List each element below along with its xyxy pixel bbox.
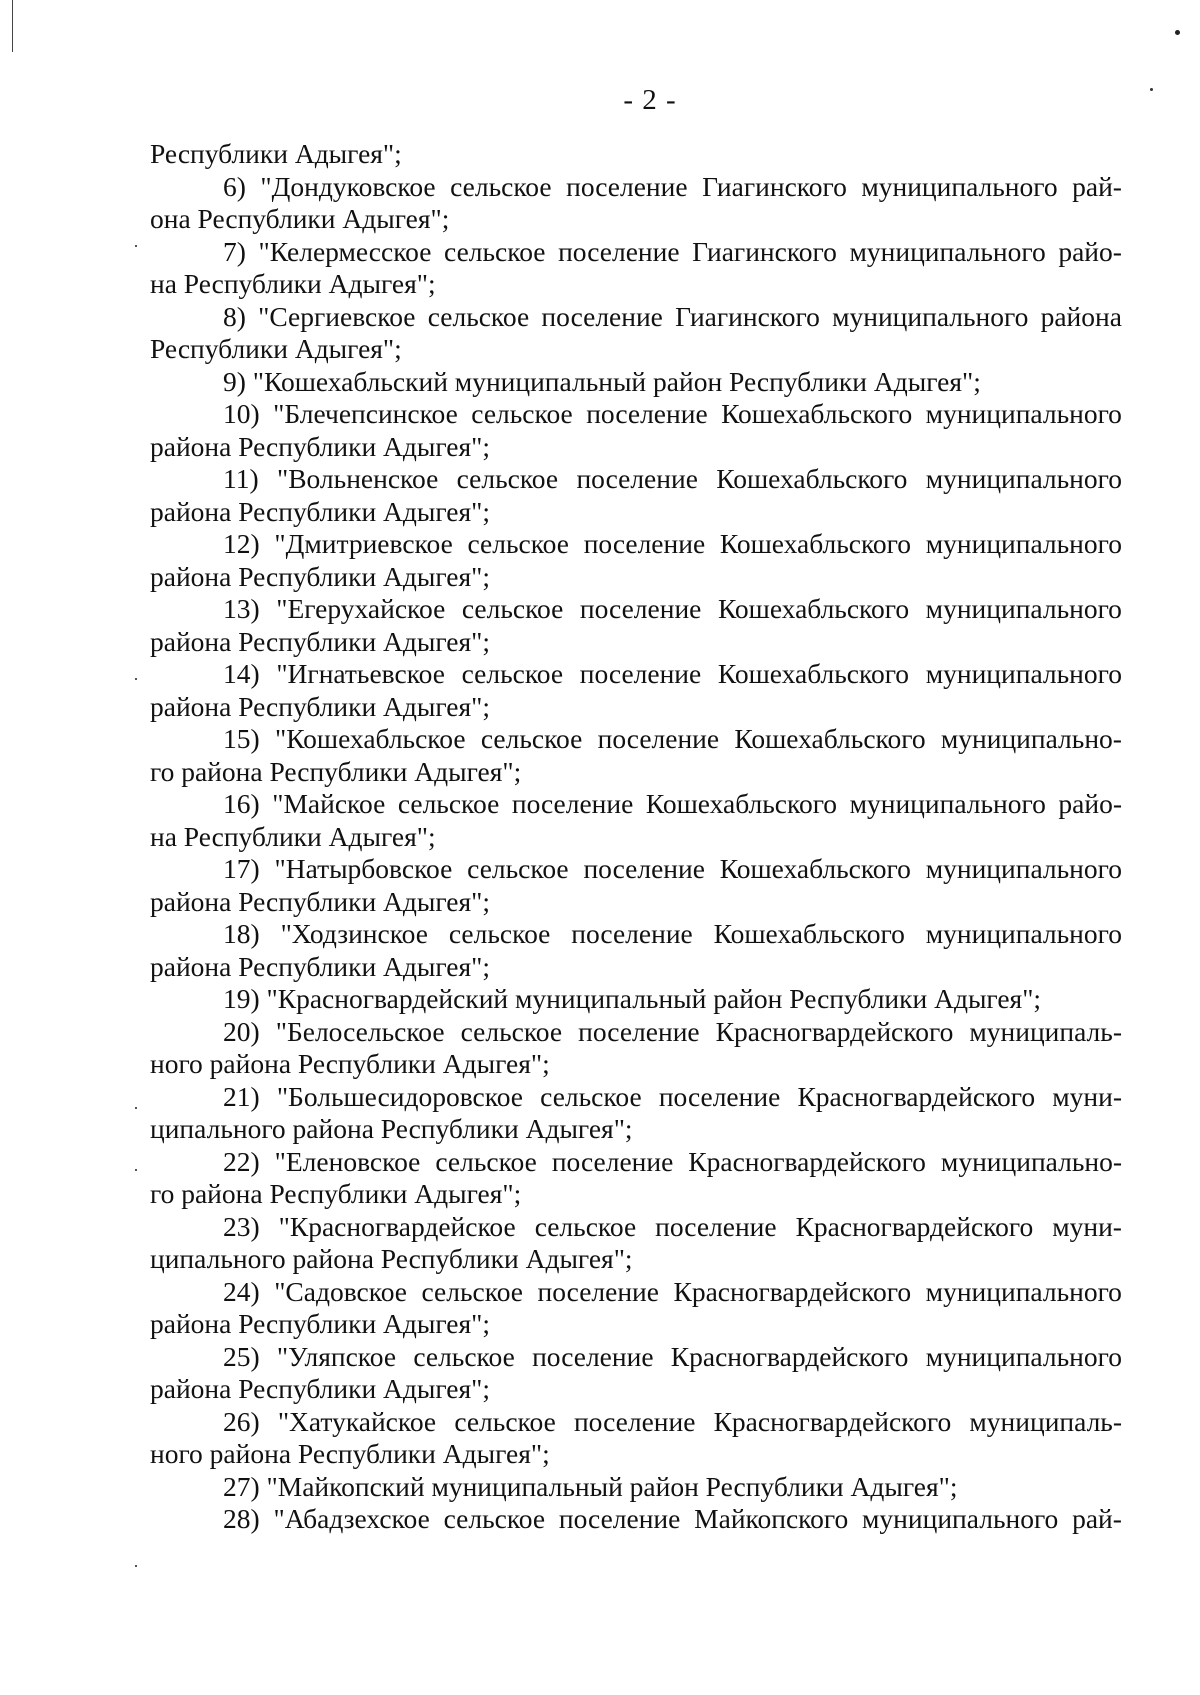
- text-word: го района Республики Адыгея";: [150, 1178, 522, 1209]
- text-word: сельское: [471, 398, 573, 429]
- text-line: [150, 756, 1122, 789]
- text-word: 12): [223, 528, 260, 559]
- text-word: "Садовское: [274, 1275, 407, 1307]
- text-line: [150, 333, 1122, 366]
- text-word: "Большесидоровское: [276, 1080, 524, 1112]
- text-word: ципального района Республики Адыгея";: [150, 1243, 633, 1274]
- text-line: [150, 983, 1122, 1016]
- text-word: поселение: [586, 398, 708, 429]
- text-word: Кошехабльского: [717, 658, 910, 689]
- text-line: [150, 1178, 1122, 1211]
- text-word: "Белосельское: [275, 1015, 445, 1047]
- text-word: муниципального: [925, 853, 1122, 884]
- text-word: Кошехабльского: [713, 918, 905, 949]
- text-line: [150, 528, 1122, 561]
- text-word: го района Республики Адыгея";: [150, 755, 522, 787]
- text-word: райо-: [1058, 235, 1122, 267]
- text-word: муниципального: [925, 463, 1122, 494]
- text-line: [150, 951, 1122, 984]
- text-word: 18): [223, 918, 260, 949]
- text-line: [150, 626, 1122, 659]
- text-line: [150, 268, 1122, 301]
- text-line: [150, 691, 1122, 724]
- text-word: Красногвардейского: [670, 1340, 909, 1372]
- text-word: 20): [223, 1015, 260, 1047]
- text-word: сельское: [461, 593, 564, 624]
- text-line: [150, 1438, 1122, 1471]
- text-word: муниципального: [861, 170, 1058, 202]
- text-word: муниципального: [832, 300, 1029, 332]
- document-body: [150, 138, 1122, 1536]
- text-word: района Республики Адыгея";: [150, 690, 491, 722]
- text-word: муниципаль-: [969, 1015, 1122, 1047]
- text-word: Красногвардейского: [688, 1145, 926, 1177]
- text-word: поселение: [655, 1210, 777, 1242]
- text-line: [150, 1308, 1122, 1341]
- text-word: "Дондуковское: [260, 170, 436, 202]
- text-word: 26): [223, 1405, 260, 1437]
- text-word: Кошехабльского: [716, 463, 908, 494]
- text-word: поселение: [571, 918, 693, 949]
- text-line: [150, 366, 1122, 399]
- text-word: 25): [223, 1340, 260, 1372]
- text-word: сельское: [444, 235, 546, 267]
- text-word: сельское: [460, 1015, 563, 1047]
- text-word: сельское: [443, 1503, 546, 1534]
- text-word: сельское: [467, 853, 569, 884]
- text-line: [150, 1211, 1122, 1244]
- text-word: на Республики Адыгея";: [150, 820, 436, 852]
- text-line: [150, 853, 1122, 886]
- text-word: Гиагинского: [702, 170, 847, 202]
- text-word: района Республики Адыгея";: [150, 1373, 491, 1404]
- text-word: Кошехабльского: [719, 853, 911, 884]
- text-word: поселение: [566, 170, 688, 202]
- text-word: 24): [223, 1275, 260, 1307]
- text-word: 11): [223, 463, 259, 494]
- text-word: ного района Республики Адыгея";: [150, 1048, 550, 1079]
- text-word: муниципаль-: [969, 1405, 1122, 1437]
- text-word: "Ходзинское: [280, 918, 428, 949]
- text-word: Красногвардейского: [715, 1015, 954, 1047]
- text-word: района Республики Адыгея";: [150, 495, 491, 527]
- text-word: 8): [223, 300, 246, 332]
- text-word: поселение: [532, 1340, 654, 1372]
- text-word: "Майское: [272, 788, 386, 819]
- text-word: поселение: [551, 1145, 674, 1177]
- text-word: "Дмитриевское: [274, 528, 453, 559]
- text-word: района Республики Адыгея";: [150, 1308, 491, 1339]
- text-word: "Натырбовское: [274, 853, 453, 884]
- text-word: муниципального: [925, 918, 1122, 949]
- text-word: сельское: [467, 528, 569, 559]
- scan-speck: [135, 1169, 137, 1171]
- text-word: муниципального: [925, 1340, 1122, 1372]
- text-word: "Игнатьевское: [276, 658, 445, 689]
- scan-speck: [135, 245, 137, 247]
- text-word: "Абадзехское: [273, 1503, 430, 1534]
- text-word: "Вольненское: [276, 463, 439, 494]
- text-word: Гиагинского: [692, 235, 837, 267]
- text-line: [150, 593, 1122, 626]
- text-word: "Уляпское: [276, 1340, 397, 1372]
- text-word: 23): [223, 1210, 260, 1242]
- text-word: муниципально-: [940, 723, 1122, 754]
- text-word: сельское: [448, 918, 551, 949]
- text-word: Кошехабльского: [717, 593, 910, 624]
- text-word: поселение: [583, 528, 706, 559]
- text-word: Республики Адыгея";: [150, 138, 402, 169]
- text-word: ципального района Республики Адыгея";: [150, 1113, 633, 1144]
- text-word: "Еленовское: [274, 1145, 421, 1177]
- scan-speck: [135, 678, 137, 680]
- text-word: сельское: [427, 300, 530, 332]
- text-line: [150, 1341, 1122, 1374]
- text-word: поселение: [578, 1015, 700, 1047]
- text-line: [150, 301, 1122, 334]
- text-word: муниципального: [849, 235, 1046, 267]
- text-word: муниципального: [925, 1275, 1122, 1307]
- text-line: [150, 1243, 1122, 1276]
- text-word: 27) "Майкопский муниципальный район Республики Адыгея";: [223, 1470, 958, 1502]
- text-word: сельское: [480, 723, 583, 754]
- text-word: Кошехабльского: [719, 528, 912, 559]
- text-word: "Сергиевское: [258, 300, 416, 332]
- text-line: [150, 1113, 1122, 1146]
- scan-speck: [135, 1565, 137, 1567]
- text-word: 22): [223, 1145, 260, 1177]
- text-line: [150, 496, 1122, 529]
- text-word: 14): [223, 658, 260, 689]
- text-word: Красногвардейского: [673, 1275, 912, 1307]
- text-word: 16): [223, 788, 260, 819]
- text-word: района Республики Адыгея";: [150, 430, 491, 462]
- text-word: 15): [223, 723, 260, 754]
- text-word: 13): [223, 593, 260, 624]
- text-word: сельское: [450, 170, 552, 202]
- scan-edge-line: [12, 0, 13, 52]
- text-word: 10): [223, 398, 260, 429]
- text-line: [150, 236, 1122, 269]
- text-line: [150, 1016, 1122, 1049]
- text-word: муни-: [1052, 1210, 1122, 1242]
- text-word: поселение: [576, 463, 698, 494]
- text-word: муниципального: [925, 528, 1122, 559]
- text-line: [150, 658, 1122, 691]
- text-word: муни-: [1052, 1080, 1122, 1112]
- text-line: [150, 203, 1122, 236]
- text-word: "Блечепсинское: [273, 398, 458, 429]
- text-line: [150, 788, 1122, 821]
- text-word: сельское: [456, 463, 559, 494]
- text-word: муниципального: [925, 658, 1122, 689]
- text-line: [150, 138, 1122, 171]
- text-word: сельское: [413, 1340, 515, 1372]
- text-word: поселение: [658, 1080, 781, 1112]
- scan-speck: [135, 1107, 137, 1109]
- text-line: [150, 1373, 1122, 1406]
- text-line: [150, 398, 1122, 431]
- text-line: [150, 886, 1122, 919]
- text-word: "Кошехабльское: [274, 723, 466, 754]
- text-word: 19) "Красногвардейский муниципальный район Республики Адыгея";: [223, 983, 1042, 1014]
- text-word: Республики Адыгея";: [150, 333, 402, 364]
- text-word: 17): [223, 853, 260, 884]
- text-word: района Республики Адыгея";: [150, 560, 491, 592]
- text-word: поселение: [541, 300, 663, 332]
- text-word: 6): [223, 170, 246, 202]
- text-line: [150, 1406, 1122, 1439]
- text-word: "Красногвардейское: [278, 1210, 516, 1242]
- text-word: райо-: [1058, 788, 1122, 819]
- text-word: Гиагинского: [675, 300, 820, 332]
- text-word: муниципального: [849, 788, 1046, 819]
- text-word: 21): [223, 1080, 260, 1112]
- text-line: [150, 561, 1122, 594]
- text-line: [150, 463, 1122, 496]
- text-line: [150, 1146, 1122, 1179]
- text-word: поселение: [511, 788, 634, 819]
- text-line: [150, 1081, 1122, 1114]
- text-word: сельское: [454, 1405, 556, 1437]
- text-line: [150, 821, 1122, 854]
- text-word: 9) "Кошехабльский муниципальный район Республики Адыгея";: [223, 365, 981, 397]
- text-line: [150, 1503, 1122, 1536]
- text-word: сельское: [461, 658, 564, 689]
- text-word: района: [1040, 300, 1122, 332]
- text-word: рай-: [1072, 1503, 1122, 1534]
- text-line: [150, 723, 1122, 756]
- text-word: поселение: [537, 1275, 659, 1307]
- text-word: Красногвардейского: [713, 1405, 952, 1437]
- text-line: [150, 431, 1122, 464]
- text-word: поселение: [558, 1503, 681, 1534]
- text-word: района Республики Адыгея";: [150, 885, 491, 917]
- text-word: "Егерухайское: [276, 593, 446, 624]
- text-word: муниципального: [925, 593, 1122, 624]
- text-line: [150, 918, 1122, 951]
- text-word: района Республики Адыгея";: [150, 625, 491, 657]
- text-word: Кошехабльского: [734, 723, 926, 754]
- text-word: поселение: [558, 235, 680, 267]
- text-word: района Республики Адыгея";: [150, 950, 491, 982]
- text-word: она Республики Адыгея";: [150, 203, 450, 234]
- text-word: Кошехабльского: [721, 398, 913, 429]
- text-word: поселение: [579, 658, 702, 689]
- text-word: сельское: [540, 1080, 642, 1112]
- text-word: муниципального: [862, 1503, 1059, 1534]
- text-word: сельское: [397, 788, 500, 819]
- text-word: 7): [223, 235, 246, 267]
- text-word: сельское: [534, 1210, 637, 1242]
- text-line: [150, 1471, 1122, 1504]
- text-word: Майкопского: [694, 1503, 849, 1534]
- text-word: сельское: [421, 1275, 523, 1307]
- text-word: сельское: [435, 1145, 537, 1177]
- text-word: Кошехабльского: [645, 788, 838, 819]
- text-word: муниципально-: [940, 1145, 1122, 1177]
- scan-speck: [1175, 30, 1180, 35]
- text-word: на Республики Адыгея";: [150, 268, 436, 299]
- text-word: поселение: [579, 593, 702, 624]
- text-word: муниципального: [925, 398, 1122, 429]
- text-line: [150, 1048, 1122, 1081]
- text-word: "Келермесское: [258, 235, 432, 267]
- text-word: поселение: [583, 853, 705, 884]
- text-word: 28): [223, 1503, 260, 1534]
- text-word: "Хатукайское: [277, 1405, 437, 1437]
- text-word: рай-: [1072, 170, 1122, 202]
- text-word: поселение: [597, 723, 720, 754]
- text-word: Красногвардейского: [795, 1210, 1034, 1242]
- text-line: [150, 171, 1122, 204]
- text-word: поселение: [573, 1405, 696, 1437]
- text-line: [150, 1276, 1122, 1309]
- text-word: Красногвардейского: [797, 1080, 1036, 1112]
- text-word: ного района Республики Адыгея";: [150, 1438, 550, 1469]
- page-number: - 2 -: [623, 84, 677, 116]
